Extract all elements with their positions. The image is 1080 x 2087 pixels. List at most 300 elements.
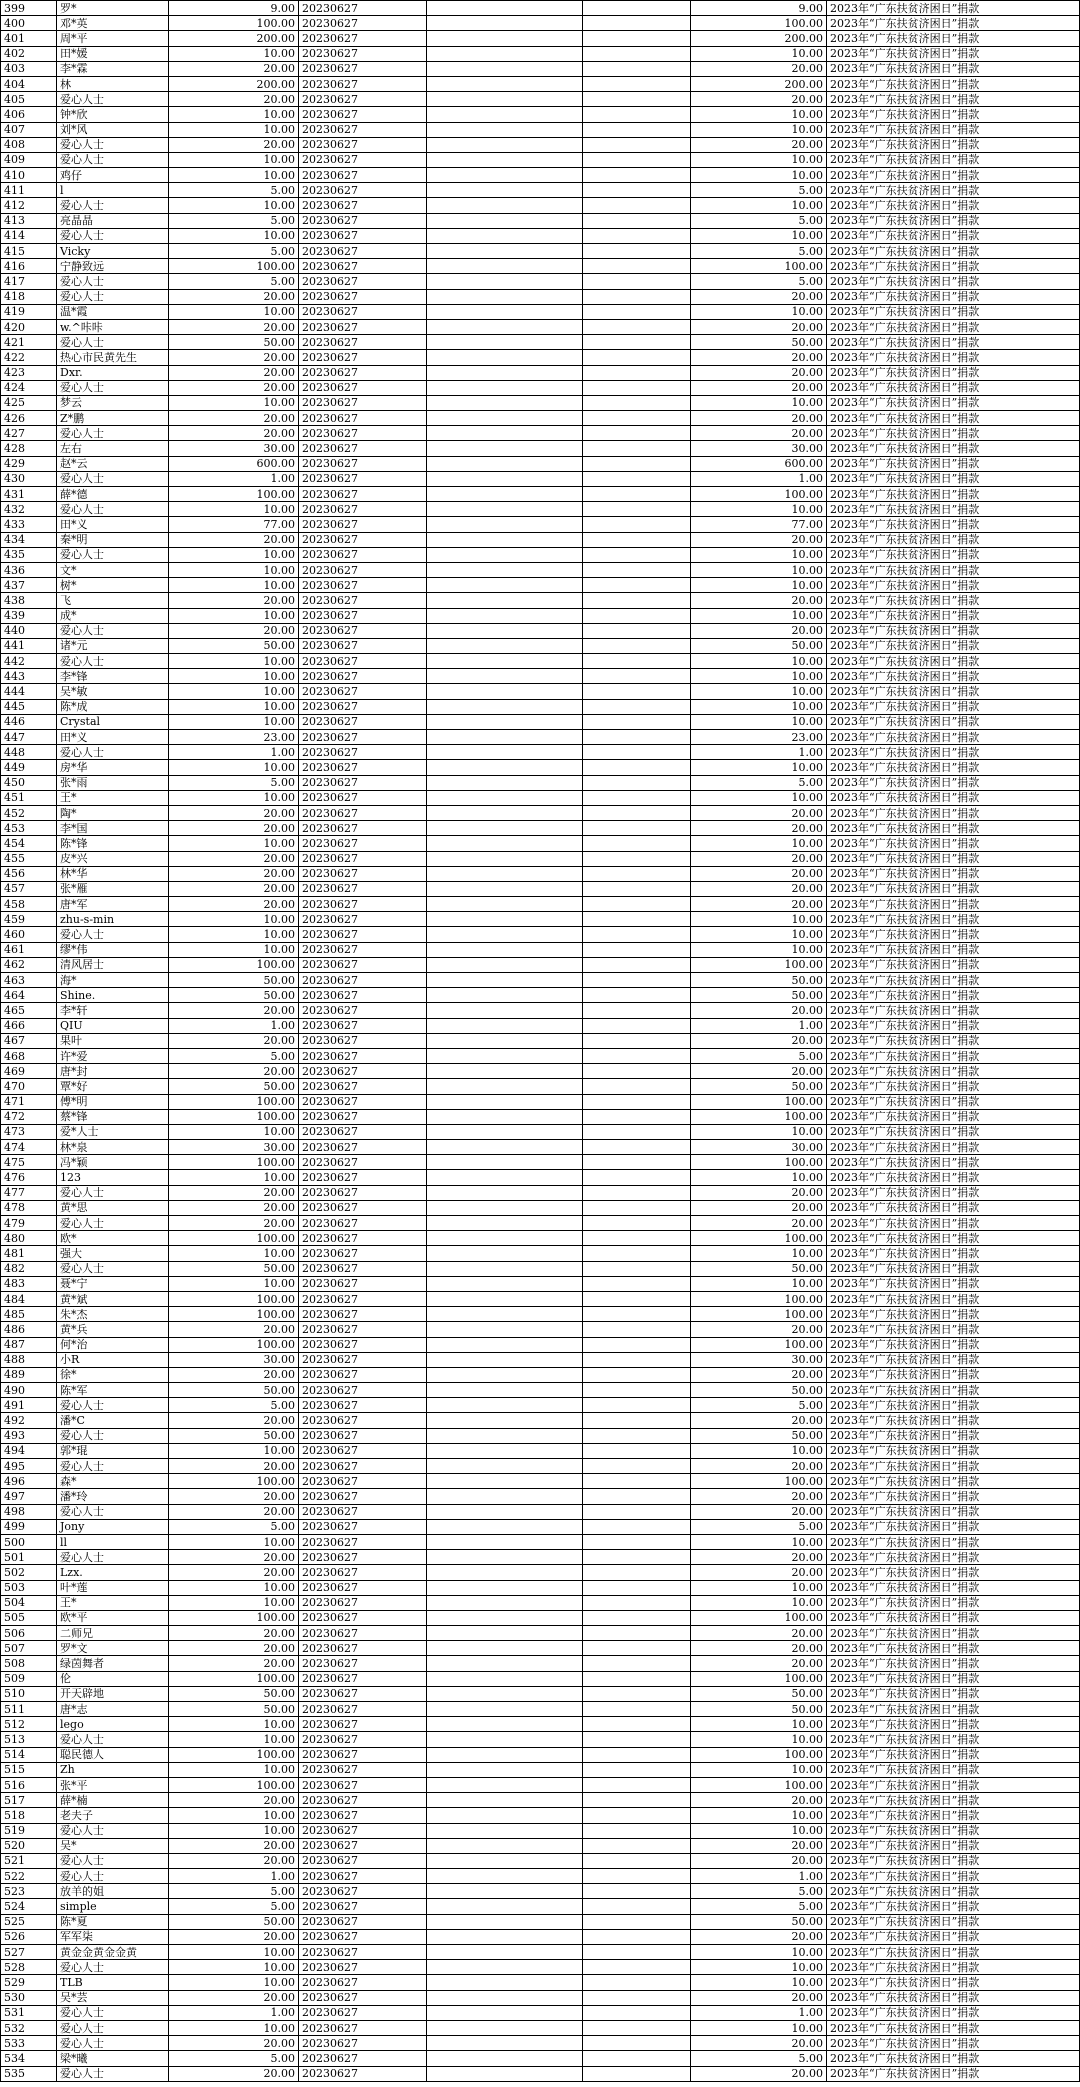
date-cell: 20230627 [299, 1003, 427, 1018]
empty-cell [427, 2036, 583, 2051]
date-cell: 20230627 [299, 2066, 427, 2081]
received-amount-cell: 10.00 [691, 152, 827, 167]
donor-name-cell: l [57, 183, 169, 198]
received-amount-cell: 23.00 [691, 730, 827, 745]
empty-cell [427, 274, 583, 289]
date-cell: 20230627 [299, 623, 427, 638]
purpose-note-cell: 2023年“广东扶贫济困日”捐款 [827, 760, 1080, 775]
date-cell: 20230627 [299, 957, 427, 972]
received-amount-cell: 100.00 [691, 487, 827, 502]
row-index-cell: 406 [1, 107, 57, 122]
date-cell: 20230627 [299, 1079, 427, 1094]
empty-cell [583, 866, 691, 881]
empty-cell [427, 881, 583, 896]
empty-cell [583, 350, 691, 365]
amount-cell: 50.00 [169, 1383, 299, 1398]
purpose-note-cell: 2023年“广东扶贫济困日”捐款 [827, 1990, 1080, 2005]
row-index-cell: 420 [1, 319, 57, 334]
empty-cell [583, 1489, 691, 1504]
purpose-note-cell: 2023年“广东扶贫济困日”捐款 [827, 532, 1080, 547]
purpose-note-cell: 2023年“广东扶贫济困日”捐款 [827, 730, 1080, 745]
received-amount-cell: 20.00 [691, 1565, 827, 1580]
amount-cell: 10.00 [169, 654, 299, 669]
empty-cell [427, 1018, 583, 1033]
purpose-note-cell: 2023年“广东扶贫济困日”捐款 [827, 1155, 1080, 1170]
purpose-note-cell: 2023年“广东扶贫济困日”捐款 [827, 1702, 1080, 1717]
row-index-cell: 511 [1, 1702, 57, 1717]
empty-cell [427, 1200, 583, 1215]
donor-name-cell: 绿茵舞者 [57, 1656, 169, 1671]
row-index-cell: 416 [1, 259, 57, 274]
table-row [1, 1884, 1080, 1899]
amount-cell: 10.00 [169, 1732, 299, 1747]
empty-cell [427, 1565, 583, 1580]
row-index-cell: 482 [1, 1261, 57, 1276]
received-amount-cell: 50.00 [691, 973, 827, 988]
date-cell: 20230627 [299, 836, 427, 851]
empty-cell [583, 608, 691, 623]
purpose-note-cell: 2023年“广东扶贫济困日”捐款 [827, 608, 1080, 623]
purpose-note-cell: 2023年“广东扶贫济困日”捐款 [827, 122, 1080, 137]
empty-cell [583, 1064, 691, 1079]
empty-cell [427, 1884, 583, 1899]
empty-cell [427, 957, 583, 972]
purpose-note-cell: 2023年“广东扶贫济困日”捐款 [827, 441, 1080, 456]
amount-cell: 10.00 [169, 608, 299, 623]
table-row [1, 957, 1080, 972]
donor-name-cell: 爱心人士 [57, 1398, 169, 1413]
date-cell: 20230627 [299, 1565, 427, 1580]
empty-cell [583, 1291, 691, 1306]
date-cell: 20230627 [299, 1838, 427, 1853]
received-amount-cell: 100.00 [691, 1094, 827, 1109]
empty-cell [427, 760, 583, 775]
purpose-note-cell: 2023年“广东扶贫济困日”捐款 [827, 198, 1080, 213]
purpose-note-cell: 2023年“广东扶贫济困日”捐款 [827, 46, 1080, 61]
date-cell: 20230627 [299, 608, 427, 623]
received-amount-cell: 100.00 [691, 1337, 827, 1352]
empty-cell [583, 1519, 691, 1534]
donor-name-cell: 爱心人士 [57, 502, 169, 517]
date-cell: 20230627 [299, 1777, 427, 1792]
row-index-cell: 503 [1, 1580, 57, 1595]
amount-cell: 1.00 [169, 1869, 299, 1884]
received-amount-cell: 20.00 [691, 851, 827, 866]
amount-cell: 5.00 [169, 183, 299, 198]
donor-name-cell: QIU [57, 1018, 169, 1033]
row-index-cell: 426 [1, 411, 57, 426]
amount-cell: 100.00 [169, 957, 299, 972]
row-index-cell: 460 [1, 927, 57, 942]
empty-cell [583, 46, 691, 61]
purpose-note-cell: 2023年“广东扶贫济困日”捐款 [827, 1428, 1080, 1443]
date-cell: 20230627 [299, 1, 427, 16]
row-index-cell: 502 [1, 1565, 57, 1580]
date-cell: 20230627 [299, 2051, 427, 2066]
date-cell: 20230627 [299, 1990, 427, 2005]
row-index-cell: 524 [1, 1899, 57, 1914]
amount-cell: 10.00 [169, 760, 299, 775]
table-row [1, 487, 1080, 502]
date-cell: 20230627 [299, 1793, 427, 1808]
received-amount-cell: 10.00 [691, 1124, 827, 1139]
received-amount-cell: 50.00 [691, 1428, 827, 1443]
received-amount-cell: 10.00 [691, 395, 827, 410]
purpose-note-cell: 2023年“广东扶贫济困日”捐款 [827, 1140, 1080, 1155]
purpose-note-cell: 2023年“广东扶贫济困日”捐款 [827, 1595, 1080, 1610]
amount-cell: 10.00 [169, 502, 299, 517]
empty-cell [427, 426, 583, 441]
purpose-note-cell: 2023年“广东扶贫济困日”捐款 [827, 274, 1080, 289]
amount-cell: 10.00 [169, 198, 299, 213]
row-index-cell: 505 [1, 1610, 57, 1625]
received-amount-cell: 20.00 [691, 805, 827, 820]
amount-cell: 20.00 [169, 137, 299, 152]
date-cell: 20230627 [299, 319, 427, 334]
amount-cell: 200.00 [169, 31, 299, 46]
empty-cell [583, 1565, 691, 1580]
empty-cell [583, 1504, 691, 1519]
purpose-note-cell: 2023年“广东扶贫济困日”捐款 [827, 92, 1080, 107]
purpose-note-cell: 2023年“广东扶贫济困日”捐款 [827, 1626, 1080, 1641]
empty-cell [427, 244, 583, 259]
date-cell: 20230627 [299, 1291, 427, 1306]
donor-name-cell: 李*锋 [57, 669, 169, 684]
donor-name-cell: 黄*思 [57, 1200, 169, 1215]
date-cell: 20230627 [299, 502, 427, 517]
amount-cell: 20.00 [169, 1656, 299, 1671]
amount-cell: 20.00 [169, 2066, 299, 2081]
empty-cell [583, 107, 691, 122]
received-amount-cell: 1.00 [691, 745, 827, 760]
donor-name-cell: 开天辟地 [57, 1686, 169, 1701]
row-index-cell: 530 [1, 1990, 57, 2005]
empty-cell [583, 1747, 691, 1762]
amount-cell: 100.00 [169, 1155, 299, 1170]
amount-cell: 20.00 [169, 1838, 299, 1853]
received-amount-cell: 10.00 [691, 228, 827, 243]
purpose-note-cell: 2023年“广东扶贫济困日”捐款 [827, 1398, 1080, 1413]
purpose-note-cell: 2023年“广东扶贫济困日”捐款 [827, 502, 1080, 517]
empty-cell [583, 1580, 691, 1595]
empty-cell [427, 1732, 583, 1747]
row-index-cell: 510 [1, 1686, 57, 1701]
empty-cell [583, 1550, 691, 1565]
table-row [1, 137, 1080, 152]
purpose-note-cell: 2023年“广东扶贫济困日”捐款 [827, 456, 1080, 471]
table-row [1, 31, 1080, 46]
donor-name-cell: zhu-s-min [57, 912, 169, 927]
date-cell: 20230627 [299, 1975, 427, 1990]
row-index-cell: 504 [1, 1595, 57, 1610]
donor-name-cell: 吴*敏 [57, 684, 169, 699]
row-index-cell: 424 [1, 380, 57, 395]
received-amount-cell: 10.00 [691, 122, 827, 137]
table-row [1, 562, 1080, 577]
received-amount-cell: 200.00 [691, 76, 827, 91]
empty-cell [427, 942, 583, 957]
empty-cell [583, 1443, 691, 1458]
empty-cell [583, 897, 691, 912]
purpose-note-cell: 2023年“广东扶贫济困日”捐款 [827, 1474, 1080, 1489]
empty-cell [583, 912, 691, 927]
donor-name-cell: 温*霞 [57, 304, 169, 319]
amount-cell: 100.00 [169, 1307, 299, 1322]
date-cell: 20230627 [299, 1140, 427, 1155]
date-cell: 20230627 [299, 1474, 427, 1489]
row-index-cell: 471 [1, 1094, 57, 1109]
received-amount-cell: 20.00 [691, 866, 827, 881]
empty-cell [583, 395, 691, 410]
empty-cell [583, 1671, 691, 1686]
table-row [1, 441, 1080, 456]
donor-name-cell: ll [57, 1534, 169, 1549]
empty-cell [427, 1610, 583, 1625]
date-cell: 20230627 [299, 2020, 427, 2035]
amount-cell: 10.00 [169, 1595, 299, 1610]
row-index-cell: 411 [1, 183, 57, 198]
empty-cell [583, 1838, 691, 1853]
donor-name-cell: 梦云 [57, 395, 169, 410]
table-row [1, 623, 1080, 638]
empty-cell [427, 1686, 583, 1701]
row-index-cell: 531 [1, 2005, 57, 2020]
donor-name-cell: 爱心人士 [57, 2005, 169, 2020]
empty-cell [583, 1595, 691, 1610]
empty-cell [427, 1838, 583, 1853]
empty-cell [583, 1626, 691, 1641]
empty-cell [427, 319, 583, 334]
purpose-note-cell: 2023年“广东扶贫济困日”捐款 [827, 684, 1080, 699]
amount-cell: 10.00 [169, 669, 299, 684]
donor-name-cell: 罗* [57, 1, 169, 16]
empty-cell [427, 487, 583, 502]
empty-cell [583, 1884, 691, 1899]
table-row [1, 1033, 1080, 1048]
empty-cell [583, 684, 691, 699]
donor-name-cell: 爱心人士 [57, 2066, 169, 2081]
amount-cell: 10.00 [169, 578, 299, 593]
empty-cell [427, 1246, 583, 1261]
date-cell: 20230627 [299, 532, 427, 547]
received-amount-cell: 5.00 [691, 775, 827, 790]
amount-cell: 20.00 [169, 623, 299, 638]
empty-cell [427, 1702, 583, 1717]
purpose-note-cell: 2023年“广东扶贫济困日”捐款 [827, 988, 1080, 1003]
received-amount-cell: 10.00 [691, 1732, 827, 1747]
empty-cell [427, 1109, 583, 1124]
table-row [1, 1975, 1080, 1990]
empty-cell [583, 1899, 691, 1914]
purpose-note-cell: 2023年“广东扶贫济困日”捐款 [827, 137, 1080, 152]
row-index-cell: 433 [1, 517, 57, 532]
table-row [1, 107, 1080, 122]
donor-name-cell: 冯*颖 [57, 1155, 169, 1170]
empty-cell [427, 1124, 583, 1139]
empty-cell [427, 1534, 583, 1549]
purpose-note-cell: 2023年“广东扶贫济困日”捐款 [827, 335, 1080, 350]
empty-cell [583, 927, 691, 942]
amount-cell: 10.00 [169, 927, 299, 942]
donor-name-cell: 田*义 [57, 517, 169, 532]
table-row [1, 1656, 1080, 1671]
donor-name-cell: 林 [57, 76, 169, 91]
table-row [1, 1459, 1080, 1474]
received-amount-cell: 20.00 [691, 1793, 827, 1808]
empty-cell [427, 1, 583, 16]
received-amount-cell: 5.00 [691, 1899, 827, 1914]
received-amount-cell: 20.00 [691, 593, 827, 608]
empty-cell [583, 1777, 691, 1792]
amount-cell: 10.00 [169, 1276, 299, 1291]
row-index-cell: 516 [1, 1777, 57, 1792]
amount-cell: 20.00 [169, 851, 299, 866]
empty-cell [427, 198, 583, 213]
table-row [1, 1337, 1080, 1352]
date-cell: 20230627 [299, 1064, 427, 1079]
purpose-note-cell: 2023年“广东扶贫济困日”捐款 [827, 2066, 1080, 2081]
received-amount-cell: 10.00 [691, 198, 827, 213]
date-cell: 20230627 [299, 654, 427, 669]
empty-cell [583, 2005, 691, 2020]
table-row [1, 76, 1080, 91]
date-cell: 20230627 [299, 426, 427, 441]
purpose-note-cell: 2023年“广东扶贫济困日”捐款 [827, 1550, 1080, 1565]
donor-name-cell: 飞 [57, 593, 169, 608]
purpose-note-cell: 2023年“广东扶贫济困日”捐款 [827, 517, 1080, 532]
donor-name-cell: 爱心人士 [57, 289, 169, 304]
date-cell: 20230627 [299, 1853, 427, 1868]
donor-name-cell: 陈*夏 [57, 1914, 169, 1929]
row-index-cell: 438 [1, 593, 57, 608]
purpose-note-cell: 2023年“广东扶贫济困日”捐款 [827, 1641, 1080, 1656]
received-amount-cell: 20.00 [691, 137, 827, 152]
empty-cell [583, 1762, 691, 1777]
purpose-note-cell: 2023年“广东扶贫济困日”捐款 [827, 1777, 1080, 1792]
amount-cell: 20.00 [169, 1990, 299, 2005]
table-row [1, 426, 1080, 441]
table-row [1, 1702, 1080, 1717]
received-amount-cell: 20.00 [691, 350, 827, 365]
date-cell: 20230627 [299, 152, 427, 167]
amount-cell: 10.00 [169, 1580, 299, 1595]
amount-cell: 5.00 [169, 775, 299, 790]
empty-cell [583, 1717, 691, 1732]
amount-cell: 10.00 [169, 2020, 299, 2035]
empty-cell [583, 1231, 691, 1246]
donor-name-cell: 小R [57, 1352, 169, 1367]
table-row [1, 547, 1080, 562]
empty-cell [583, 1261, 691, 1276]
date-cell: 20230627 [299, 1641, 427, 1656]
amount-cell: 1.00 [169, 745, 299, 760]
received-amount-cell: 100.00 [691, 16, 827, 31]
amount-cell: 20.00 [169, 821, 299, 836]
table-row [1, 897, 1080, 912]
received-amount-cell: 20.00 [691, 1459, 827, 1474]
received-amount-cell: 50.00 [691, 1079, 827, 1094]
purpose-note-cell: 2023年“广东扶贫济困日”捐款 [827, 1185, 1080, 1200]
date-cell: 20230627 [299, 1945, 427, 1960]
empty-cell [583, 1140, 691, 1155]
table-row [1, 1580, 1080, 1595]
empty-cell [583, 61, 691, 76]
empty-cell [583, 380, 691, 395]
donor-name-cell: 123 [57, 1170, 169, 1185]
empty-cell [583, 1945, 691, 1960]
row-index-cell: 520 [1, 1838, 57, 1853]
received-amount-cell: 20.00 [691, 1489, 827, 1504]
table-row [1, 1185, 1080, 1200]
empty-cell [427, 623, 583, 638]
row-index-cell: 475 [1, 1155, 57, 1170]
empty-cell [427, 137, 583, 152]
table-row [1, 1155, 1080, 1170]
empty-cell [583, 790, 691, 805]
received-amount-cell: 1.00 [691, 2005, 827, 2020]
empty-cell [583, 836, 691, 851]
received-amount-cell: 20.00 [691, 623, 827, 638]
amount-cell: 20.00 [169, 1033, 299, 1048]
donor-name-cell: 潘*C [57, 1413, 169, 1428]
row-index-cell: 401 [1, 31, 57, 46]
empty-cell [427, 775, 583, 790]
donor-name-cell: 文* [57, 562, 169, 577]
donor-name-cell: Crystal [57, 714, 169, 729]
received-amount-cell: 100.00 [691, 1777, 827, 1792]
purpose-note-cell: 2023年“广东扶贫济困日”捐款 [827, 1246, 1080, 1261]
date-cell: 20230627 [299, 897, 427, 912]
purpose-note-cell: 2023年“广东扶贫济困日”捐款 [827, 411, 1080, 426]
empty-cell [427, 1793, 583, 1808]
empty-cell [427, 335, 583, 350]
row-index-cell: 509 [1, 1671, 57, 1686]
purpose-note-cell: 2023年“广东扶贫济困日”捐款 [827, 714, 1080, 729]
row-index-cell: 492 [1, 1413, 57, 1428]
purpose-note-cell: 2023年“广东扶贫济困日”捐款 [827, 1808, 1080, 1823]
purpose-note-cell: 2023年“广东扶贫济困日”捐款 [827, 304, 1080, 319]
amount-cell: 10.00 [169, 122, 299, 137]
empty-cell [583, 654, 691, 669]
date-cell: 20230627 [299, 973, 427, 988]
purpose-note-cell: 2023年“广东扶贫济困日”捐款 [827, 851, 1080, 866]
empty-cell [427, 289, 583, 304]
donor-name-cell: 爱心人士 [57, 1960, 169, 1975]
date-cell: 20230627 [299, 1671, 427, 1686]
row-index-cell: 534 [1, 2051, 57, 2066]
empty-cell [427, 92, 583, 107]
table-row [1, 2066, 1080, 2081]
empty-cell [583, 92, 691, 107]
row-index-cell: 494 [1, 1443, 57, 1458]
row-index-cell: 447 [1, 730, 57, 745]
table-row [1, 714, 1080, 729]
purpose-note-cell: 2023年“广东扶贫济困日”捐款 [827, 1064, 1080, 1079]
amount-cell: 23.00 [169, 730, 299, 745]
empty-cell [583, 1914, 691, 1929]
table-row [1, 1322, 1080, 1337]
received-amount-cell: 10.00 [691, 836, 827, 851]
date-cell: 20230627 [299, 1960, 427, 1975]
received-amount-cell: 20.00 [691, 1504, 827, 1519]
empty-cell [427, 578, 583, 593]
received-amount-cell: 20.00 [691, 426, 827, 441]
donor-name-cell: 果叶 [57, 1033, 169, 1048]
received-amount-cell: 20.00 [691, 1838, 827, 1853]
row-index-cell: 431 [1, 487, 57, 502]
empty-cell [427, 1337, 583, 1352]
received-amount-cell: 600.00 [691, 456, 827, 471]
